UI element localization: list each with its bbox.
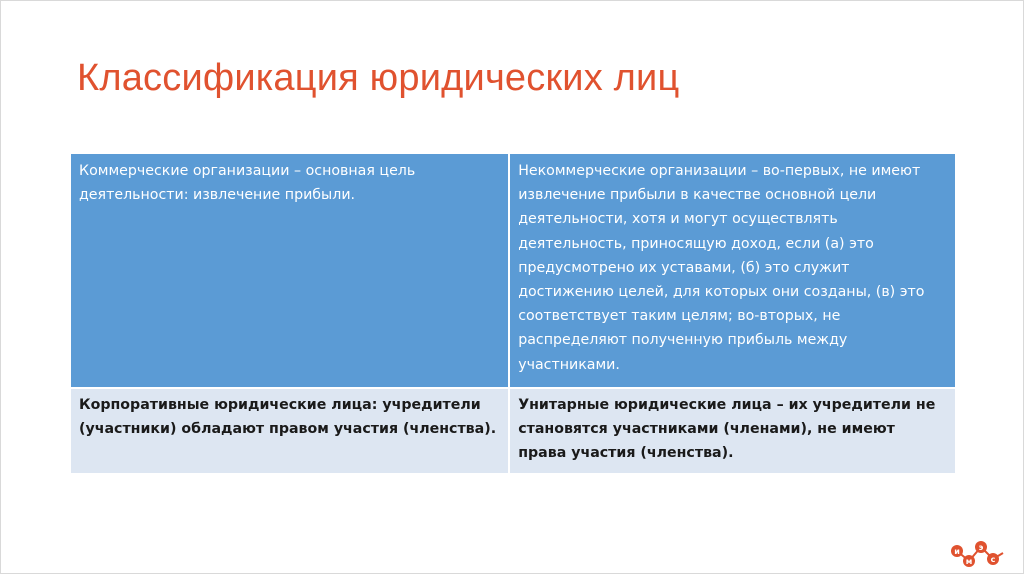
imes-logo-icon xyxy=(951,537,1007,569)
noncommercial-organizations-cell: Некоммерческие организации – во-первых, не имеют извлечение прибыли в качестве основной цели деятельности, хотя и могут осуществлять деятельность, приносящую доход, если (а) это предусмотрено их уставами, (б) это служит достижению целей, для которых они созданы, (в) это соответствует таким целям; во-вторых, не распределяют полученную прибыль между участниками. xyxy=(509,153,956,388)
classification-table xyxy=(69,152,957,475)
unitary-entities-cell: Унитарные юридические лица – их учредители не становятся участниками (членами), не имеют права участия (членства). xyxy=(509,388,956,475)
logo-letter: э xyxy=(978,543,984,552)
slide-title: Классификация юридических лиц xyxy=(77,57,680,99)
logo-letter: м xyxy=(965,557,973,566)
table-row xyxy=(70,388,956,475)
corporate-entities-cell: Корпоративные юридические лица: учредители (участники) обладают правом участия (членства). xyxy=(70,388,509,475)
logo-letter: и xyxy=(954,547,960,556)
logo-letter: с xyxy=(990,555,996,564)
commercial-organizations-cell: Коммерческие организации – основная цель деятельности: извлечение прибыли. xyxy=(70,153,509,388)
table-row xyxy=(70,153,956,388)
